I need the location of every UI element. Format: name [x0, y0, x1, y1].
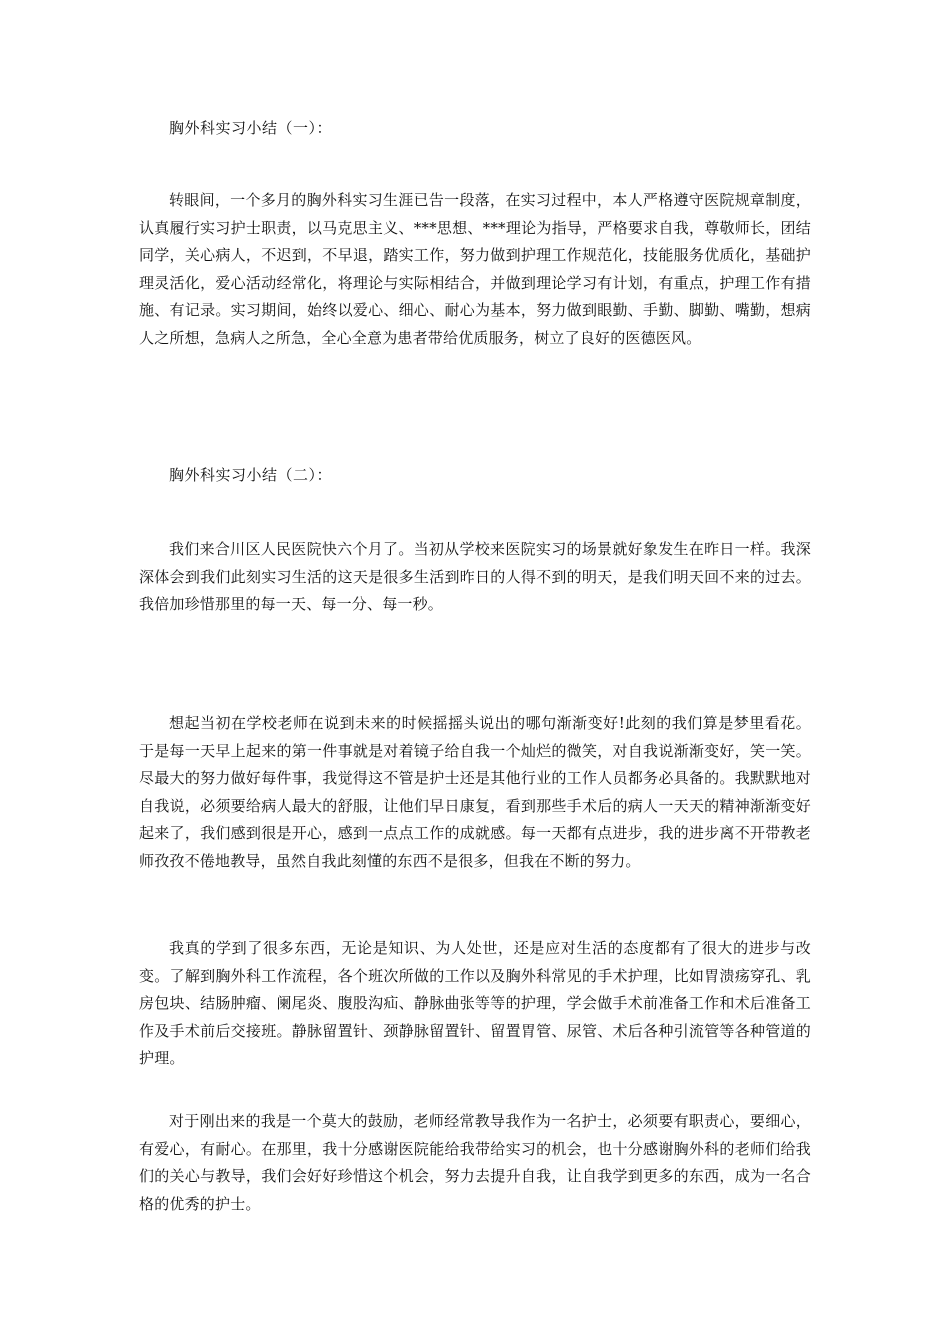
section-1-title: 胸外科实习小结（一）： [169, 119, 333, 137]
section-2-paragraph-2: 想起当初在学校老师在说到未来的时候摇摇头说出的哪句渐渐变好!此刻的我们算是梦里看花。于是每一天早上起来的第一件事就是对着镜子给自我一个灿烂的微笑，对自我说渐渐变好，笑一笑。尽最大的努力做好每件事，我觉得这不管是护士还是其他行业的工作人员都务必具备的。我默默地对自我说，必须要给病人最大的舒服，让他们早日康复，看到那些手术后的病人一天天的精神渐渐变好起来了，我们感到很是开心，感到一点点工作的成就感。每一天都有点进步，我的进步离不开带教老师孜孜不倦地教导，虽然自我此刻懂的东西不是很多，但我在不断的努力。 [139, 714, 811, 870]
section-1-paragraph-1: 转眼间，一个多月的胸外科实习生涯已告一段落，在实习过程中，本人严格遵守医院规章制度，认真履行实习护士职责，以马克思主义、***思想、***理论为指导，严格要求自我，尊敬师长，团结同学，关心病人，不迟到，不早退，踏实工作，努力做到护理工作规范化，技能服务优质化，基础护理灵活化，爱心活动经常化，将理论与实际相结合，并做到理论学习有计划，有重点，护理工作有措施、有记录。实习期间，始终以爱心、细心、耐心为基本，努力做到眼勤、手勤、脚勤、嘴勤，想病人之所想，急病人之所急，全心全意为患者带给优质服务，树立了良好的医德医风。 [139, 191, 811, 347]
section-2-paragraph-1: 我们来合川区人民医院快六个月了。当初从学校来医院实习的场景就好象发生在昨日一样。我深深体会到我们此刻实习生活的这天是很多生活到昨日的人得不到的明天，是我们明天回不来的过去。我倍加珍惜那里的每一天、每一分、每一秒。 [139, 540, 811, 613]
section-2-paragraph-3: 我真的学到了很多东西，无论是知识、为人处世，还是应对生活的态度都有了很大的进步与改变。了解到胸外科工作流程，各个班次所做的工作以及胸外科常见的手术护理，比如胃溃疡穿孔、乳房包块、结肠肿瘤、阑尾炎、腹股沟疝、静脉曲张等等的护理，学会做手术前准备工作和术后准备工作及手术前后交接班。静脉留置针、颈静脉留置针、留置胃管、尿管、术后各种引流管等各种管道的护理。 [139, 939, 811, 1067]
section-2-title: 胸外科实习小结（二）： [169, 466, 333, 484]
section-2-paragraph-4: 对于刚出来的我是一个莫大的鼓励，老师经常教导我作为一名护士，必须要有职责心，要细心，有爱心，有耐心。在那里，我十分感谢医院能给我带给实习的机会，也十分感谢胸外科的老师们给我们的关心与教导，我们会好好珍惜这个机会，努力去提升自我，让自我学到更多的东西，成为一名合格的优秀的护士。 [139, 1112, 811, 1213]
